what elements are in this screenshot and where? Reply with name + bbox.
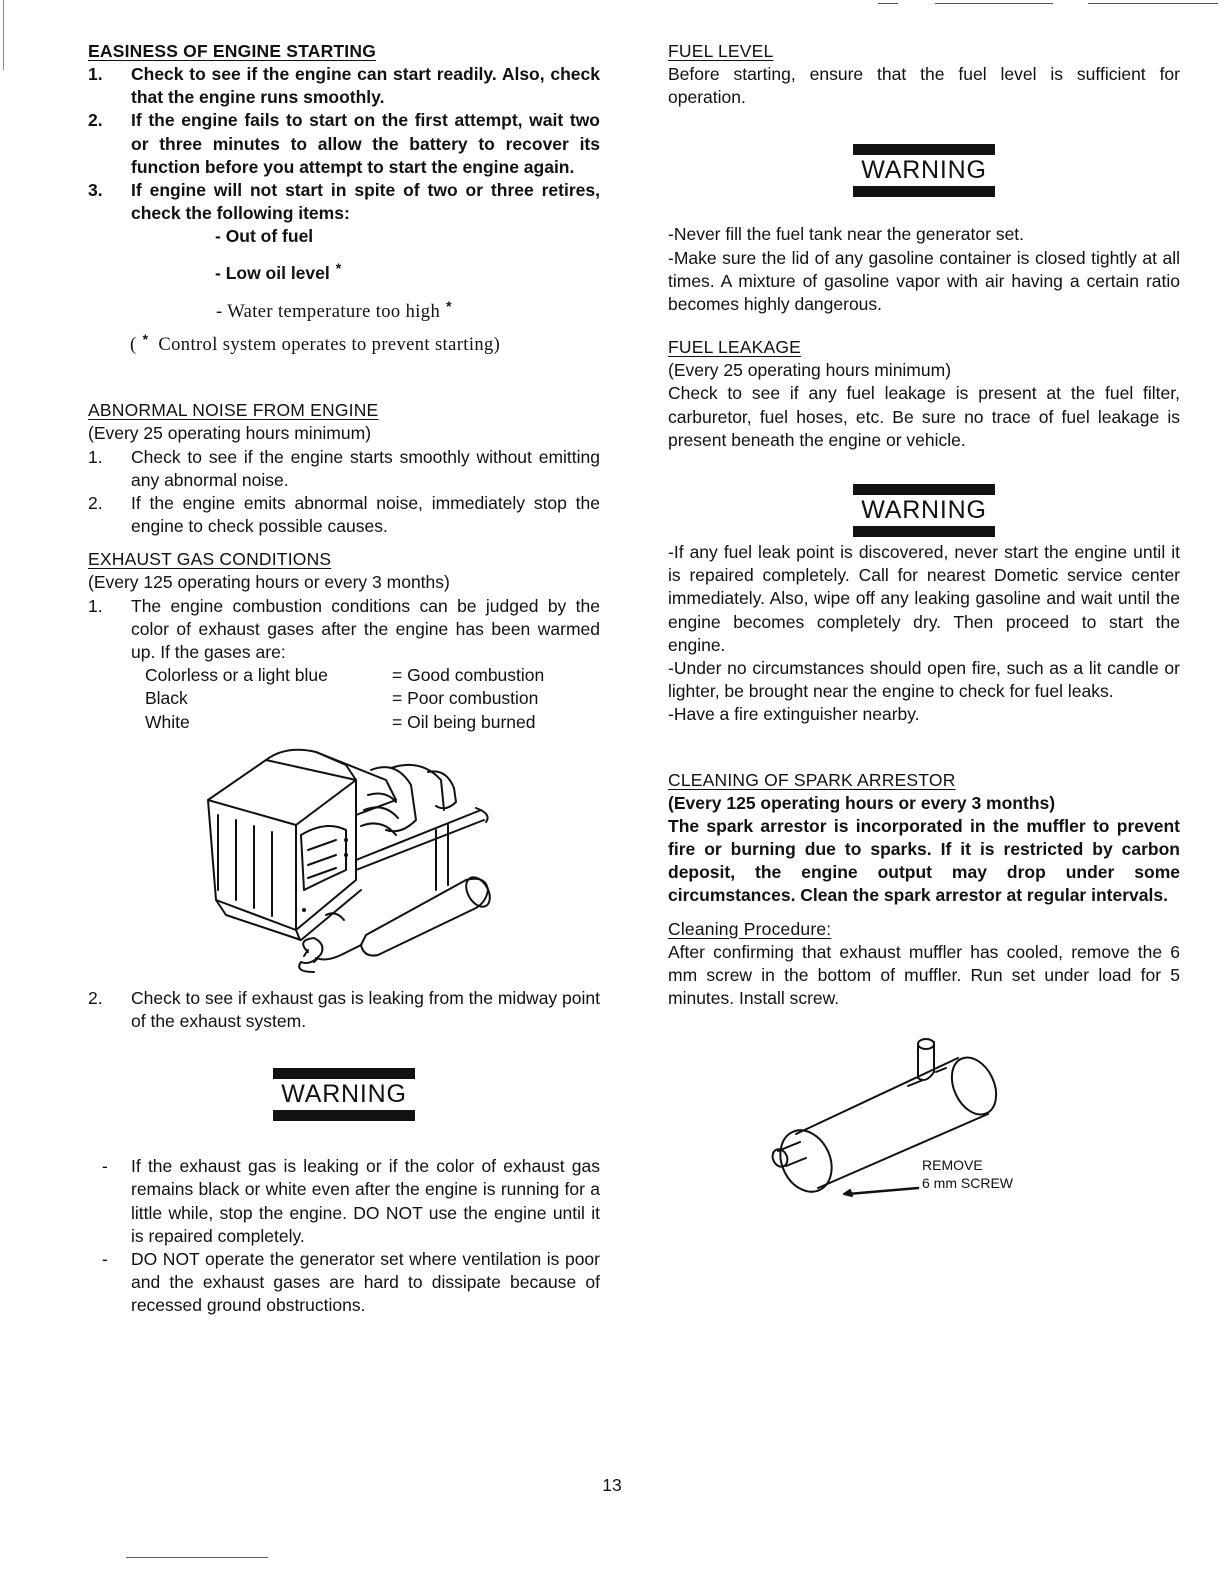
list-item: 2. If the engine emits abnormal noise, immediately stop the engine to check possible causes. — [88, 493, 600, 537]
spark-arrestor-text: The spark arrestor is incorporated in the muffler to prevent fire or burning due to sparks. If it is restricted by carbon deposit, the engine output may drop under some circumstances. Clean the spark arrestor at regular intervals. — [668, 815, 1180, 906]
list-item: 2. Check to see if exhaust gas is leaking from the midway point of the exhaust system. — [88, 987, 600, 1032]
heading-easiness: EASINESS OF ENGINE STARTING — [88, 41, 377, 61]
list-item: 1. Check to see if the engine starts smoothly without emitting any abnormal noise. — [88, 446, 600, 490]
control-system-note: ( * Control system operates to prevent starting) — [130, 331, 501, 356]
scan-top-rule — [935, 3, 1053, 4]
warning-item: - If the exhaust gas is leaking or if the color of exhaust gas remains black or white even after the engine is running for a little while, stop the engine. DO NOT use the engine until it is repaired completely. — [102, 1156, 600, 1246]
heading-abnormal-noise: ABNORMAL NOISE FROM ENGINE — [88, 400, 379, 421]
exhaust-warning-box — [88, 1068, 600, 1317]
heading-fuel-level: FUEL LEVEL — [668, 41, 774, 61]
interval-text: (Every 25 operating hours minimum) — [668, 360, 952, 381]
warning-bar-bottom — [853, 186, 995, 197]
section-fuel-level — [668, 40, 1180, 109]
fuel-leakage-text: Check to see if any fuel leakage is present at the fuel filter, carburetor, fuel hoses, etc. Be sure no trace of fuel leakage is present beneath the engine or vehicle. — [668, 383, 1180, 450]
section-spark-arrestor — [668, 769, 1180, 1232]
warning-item: -Make sure the lid of any gasoline container is closed tightly at all times. A mixture of gasoline vapor with air having a certain ratio becomes highly dangerous. — [668, 247, 1180, 315]
warning-bar-bottom — [853, 526, 995, 537]
list-item: 3. If engine will not start in spite of two or three retires, check the following items: — [88, 180, 600, 224]
noise-list — [88, 446, 600, 539]
warning-item: -Have a fire extinguisher nearby. — [668, 704, 920, 725]
gas-row: Colorless or a light blue = Good combustion — [145, 665, 545, 686]
warning-banner — [849, 144, 999, 197]
heading-fuel-leakage: FUEL LEAKAGE — [668, 337, 802, 358]
right-column — [668, 40, 1180, 1231]
fuel-level-text: Before starting, ensure that the fuel level is sufficient for operation. — [668, 64, 1180, 108]
asterisk-mark: * — [446, 298, 452, 315]
left-column — [88, 40, 600, 1318]
gas-row: Black = Poor combustion — [145, 688, 539, 709]
warning-item: -Never fill the fuel tank near the generator set. — [668, 224, 1025, 245]
warning-bar-top — [853, 144, 995, 155]
check-water-temp: - Water temperature too high * — [216, 298, 452, 323]
check-low-oil: - Low oil level * — [215, 260, 342, 284]
warning-bar-bottom — [273, 1110, 415, 1121]
engine-exhaust-illustration — [196, 740, 506, 975]
scan-top-rule — [878, 3, 898, 4]
gas-color-table — [145, 664, 600, 734]
warning-title: WARNING — [281, 1080, 407, 1109]
interval-text: (Every 25 operating hours minimum) — [88, 423, 372, 444]
interval-text: (Every 125 operating hours or every 3 months) — [668, 792, 1056, 813]
asterisk-mark: * — [335, 260, 342, 277]
section-easiness — [88, 40, 600, 357]
muffler-label: REMOVE 6 mm SCREW — [922, 1157, 1013, 1192]
heading-cleaning-procedure: Cleaning Procedure: — [668, 918, 832, 939]
heading-exhaust-gas: EXHAUST GAS CONDITIONS — [88, 549, 332, 570]
section-fuel-leakage — [668, 336, 1180, 452]
page-number: 13 — [602, 1475, 622, 1495]
warning-title: WARNING — [861, 496, 987, 525]
warning-item: - DO NOT operate the generator set where ventilation is poor and the exhaust gases are hard to dissipate because of recessed ground obstructions. — [102, 1249, 600, 1316]
list-item: 2. If the engine fails to start on the first attempt, wait two or three minutes to allow the battery to recover its function before you attempt to start the engine again. — [88, 110, 600, 177]
scan-top-rule — [1088, 3, 1218, 4]
scan-edge-line — [3, 0, 4, 70]
cleaning-procedure-text: After confirming that exhaust muffler has cooled, remove the 6 mm screw in the bottom of muffler. Run set under load for 5 minutes. Install screw. — [668, 941, 1180, 1009]
section-exhaust-gas — [88, 548, 600, 1033]
leak-warning-box — [668, 484, 1180, 727]
interval-text: (Every 125 operating hours or every 3 months) — [88, 572, 450, 593]
warning-bar-top — [853, 484, 995, 495]
muffler-figure — [668, 1016, 1088, 1231]
warning-item: -Under no circumstances should open fire, such as a lit candle or lighter, be brought near the engine to check for fuel leaks. — [668, 658, 1180, 702]
easiness-list — [88, 63, 600, 225]
check-out-of-fuel: - Out of fuel — [215, 226, 314, 247]
scan-bottom-rule — [126, 1557, 268, 1558]
gas-row: White = Oil being burned — [145, 711, 536, 732]
warning-bar-top — [273, 1068, 415, 1079]
heading-spark-arrestor: CLEANING OF SPARK ARRESTOR — [668, 769, 956, 790]
warning-title: WARNING — [861, 156, 987, 185]
warning-item: -If any fuel leak point is discovered, never start the engine until it is repaired completely. Call for nearest Dometic service center immediately. Also, wipe off any leaking gasoline and wait until the engine becomes completely dry. Then proceed to start the engine. — [668, 542, 1180, 655]
list-item: 1. The engine combustion conditions can be judged by the color of exhaust gases after the engine has been warmed up. If the gases are: — [88, 595, 600, 663]
warning-banner — [269, 1068, 419, 1121]
warning-banner — [849, 484, 999, 537]
list-item: 1. Check to see if the engine can start readily. Also, check that the engine runs smoothly. — [88, 64, 600, 108]
fuel-warning-box — [668, 144, 1180, 316]
asterisk-mark: * — [142, 331, 149, 348]
section-abnormal-noise — [88, 399, 600, 538]
